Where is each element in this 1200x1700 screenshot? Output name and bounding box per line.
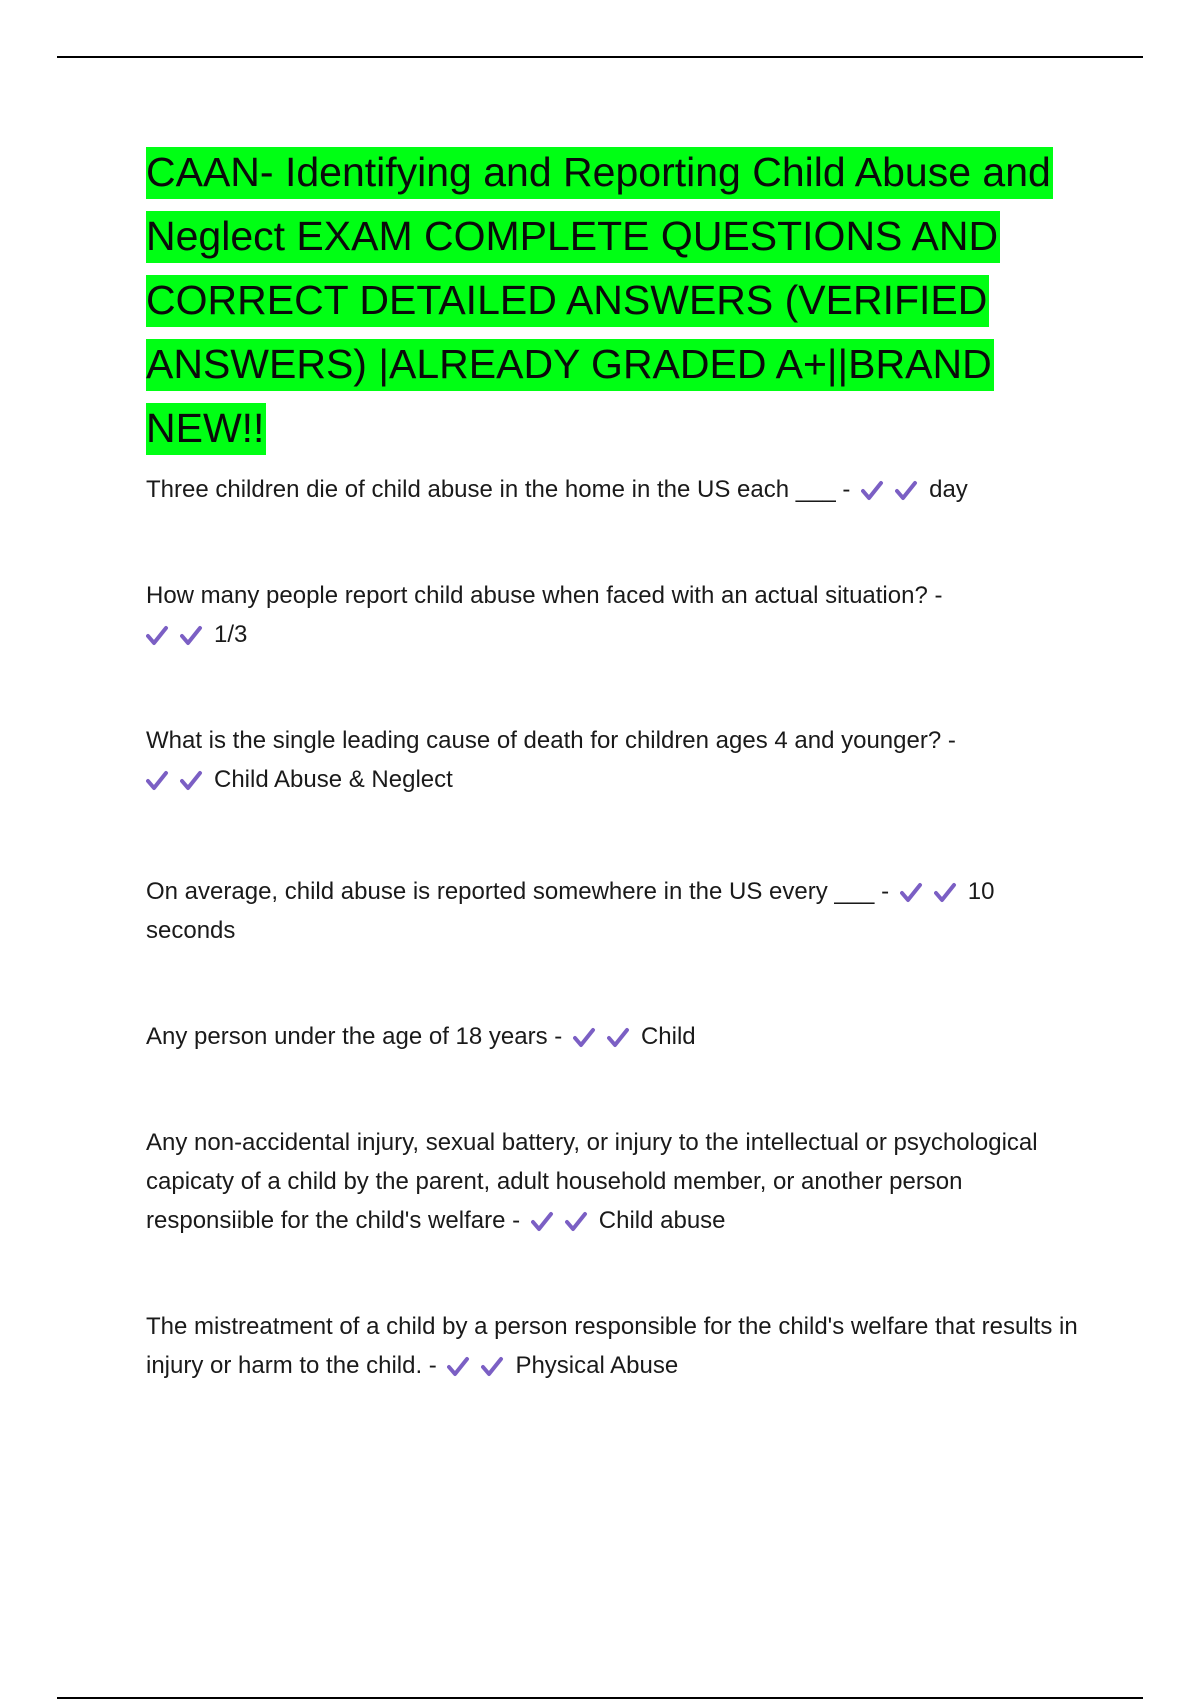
double-checkmark-icon — [180, 623, 210, 647]
qa-item — [146, 721, 1081, 799]
double-checkmark-icon — [481, 1354, 511, 1378]
qa-item — [146, 872, 1081, 950]
qa-item — [146, 1017, 1081, 1056]
double-checkmark-icon — [895, 478, 925, 502]
qa-item — [146, 576, 1081, 654]
qa-item — [146, 1123, 1081, 1240]
header-rule — [57, 56, 1143, 58]
answer-text: Child abuse — [598, 1207, 726, 1234]
document-title: CAAN- Identifying and Reporting Child Abuse and Neglect EXAM COMPLETE QUESTIONS AND CORRECT DETAILED ANSWERS (VERIFIED ANSWERS) |ALREADY GRADED A+||BRAND NEW!! — [146, 140, 1081, 460]
answer-text: day — [929, 476, 968, 503]
answer-text: 10 seconds — [146, 878, 995, 944]
answer-text: Child — [640, 1023, 696, 1050]
question-text: What is the single leading cause of death for children ages 4 and younger? - — [146, 727, 956, 754]
question-text: Any person under the age of 18 years - — [146, 1023, 563, 1050]
double-checkmark-icon — [934, 880, 964, 904]
answer-text: Child Abuse & Neglect — [214, 766, 453, 793]
question-text: Any non-accidental injury, sexual battery, or injury to the intellectual or psychological capicaty of a child by the parent, adult household member, or another person responsiible for the child's welfare - — [146, 1129, 1038, 1234]
double-checkmark-icon — [565, 1209, 595, 1233]
qa-item — [146, 470, 1081, 509]
qa-item — [146, 1307, 1081, 1385]
double-checkmark-icon — [531, 1209, 561, 1233]
double-checkmark-icon — [447, 1354, 477, 1378]
footer-rule — [57, 1697, 1143, 1699]
double-checkmark-icon — [146, 768, 176, 792]
double-checkmark-icon — [607, 1025, 637, 1049]
double-checkmark-icon — [180, 768, 210, 792]
double-checkmark-icon — [146, 623, 176, 647]
double-checkmark-icon — [861, 478, 891, 502]
question-text: The mistreatment of a child by a person responsible for the child's welfare that results in injury or harm to the child. - — [146, 1313, 1078, 1379]
double-checkmark-icon — [573, 1025, 603, 1049]
document-body — [146, 140, 1081, 1385]
answer-text: 1/3 — [214, 621, 248, 648]
double-checkmark-icon — [900, 880, 930, 904]
question-text: On average, child abuse is reported somewhere in the US every ___ - — [146, 878, 890, 905]
question-text: How many people report child abuse when faced with an actual situation? - — [146, 582, 943, 609]
answer-text: Physical Abuse — [515, 1352, 679, 1379]
question-text: Three children die of child abuse in the home in the US each ___ - — [146, 476, 851, 503]
